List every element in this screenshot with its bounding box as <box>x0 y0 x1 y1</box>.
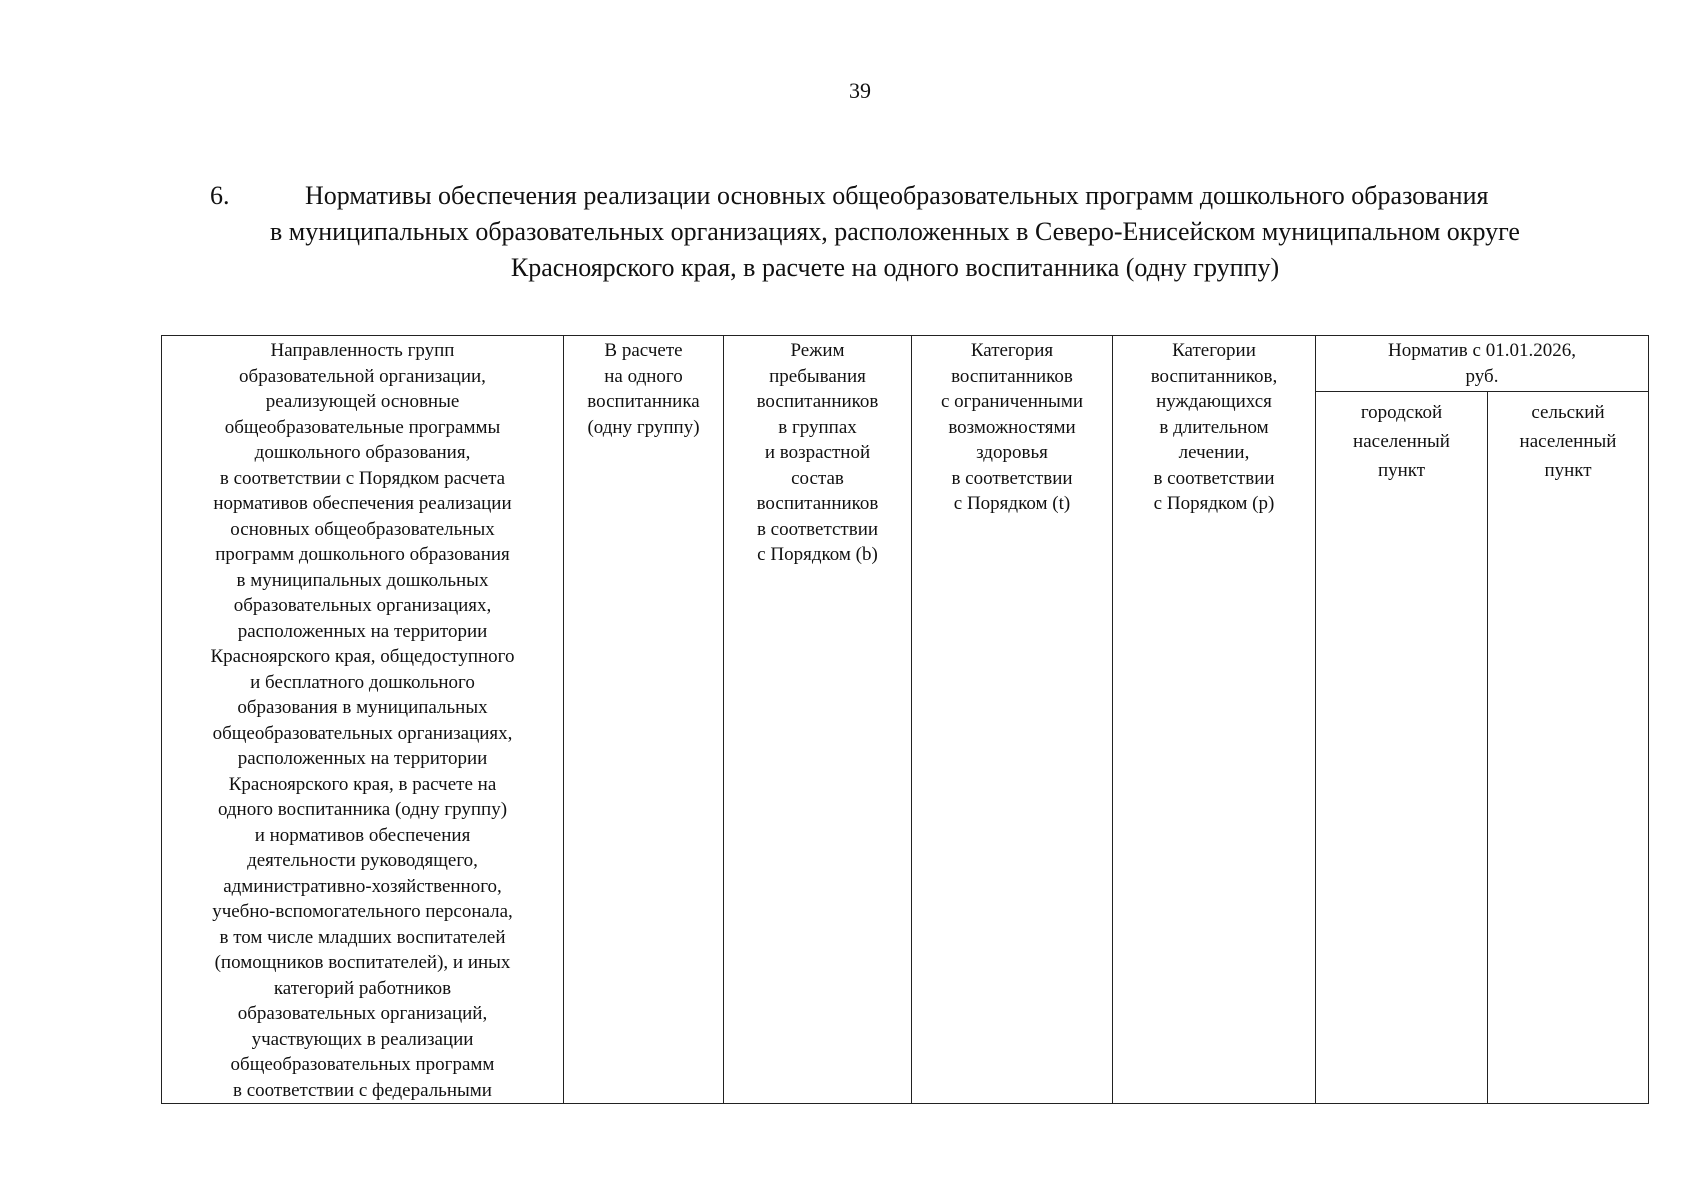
cell-text-line: образовательных организаций, <box>237 1003 488 1024</box>
cell-text-line: дошкольного образования, <box>254 442 471 463</box>
section-heading <box>210 178 1580 286</box>
cell-text-line: деятельности руководящего, <box>247 850 478 871</box>
cell-text-line: пункт <box>1544 460 1592 481</box>
cell-text-line: В расчете <box>604 340 683 361</box>
cell-text-line: в муниципальных дошкольных <box>236 569 489 591</box>
cell-text-line: (одну группу) <box>587 416 700 438</box>
page-number: 39 <box>849 78 871 103</box>
cell-text-line: населенный <box>1519 431 1617 452</box>
heading-line-1 <box>210 178 1580 214</box>
cell-text-line: образовательной организации, <box>239 365 486 387</box>
cell-text-line: в соответствии <box>1153 467 1275 489</box>
cell-text-line: городской <box>1360 402 1443 423</box>
cell-text-line: пребывания <box>769 365 866 387</box>
heading-text-1: Нормативы обеспечения реализации основных общеобразовательных программ дошкольного образования <box>305 181 1489 210</box>
cell-text-line: воспитанников <box>951 365 1073 387</box>
cell-text-line: с Порядком (p) <box>1153 493 1275 514</box>
cell-text-line: воспитанников <box>756 493 879 514</box>
cell-text-line: в соответствии <box>756 518 879 540</box>
cell-text-line: участвующих в реализации <box>251 1028 474 1050</box>
cell-text-line: на одного <box>604 365 683 387</box>
cell-text-line: Категории <box>1172 340 1256 361</box>
cell-text-line: нормативов обеспечения реализации <box>213 493 512 514</box>
cell-text-line: расположенных на территории <box>237 620 488 642</box>
cell-text-line: здоровья <box>976 442 1048 463</box>
cell-text-line: населенный <box>1353 431 1450 452</box>
cell-text-line: Красноярского края, общедоступного <box>210 646 515 667</box>
cell-text-line: Норматив с 01.01.2026, <box>1388 340 1576 361</box>
header-normative <box>1316 336 1649 392</box>
cell-text-line: воспитанников <box>756 391 879 412</box>
cell-text-line: состав <box>791 467 844 489</box>
cell-text-line: нуждающихся <box>1156 391 1272 412</box>
cell-text-line: общеобразовательные программы <box>224 416 501 438</box>
cell-text-line: в группах <box>778 416 857 438</box>
cell-text-line: Красноярского края, в расчете на <box>228 773 497 795</box>
cell-text-line: в соответствии <box>951 467 1073 489</box>
cell-text-line: одного воспитанника (одну группу) <box>217 799 508 820</box>
cell-text-line: в соответствии с Порядком расчета <box>219 467 506 489</box>
cell-text-line: категорий работников <box>273 977 452 999</box>
cell-text-line: образовательных организациях, <box>233 595 492 616</box>
cell-text-line: Категория <box>970 340 1054 361</box>
cell-text-line: сельский <box>1531 402 1605 423</box>
cell-text-line: лечении, <box>1178 442 1250 463</box>
heading-line-3: Красноярского края, в расчете на одного воспитанника (одну группу) <box>510 253 1280 282</box>
cell-text-line: расположенных на территории <box>237 748 488 769</box>
cell-text-line: (помощников воспитателей), и иных <box>214 952 511 973</box>
cell-text-line: с Порядком (b) <box>757 544 878 565</box>
cell-text-line: и возрастной <box>764 442 871 463</box>
heading-line-2: в муниципальных образовательных организациях, расположенных в Северо-Енисейском муниципальном округе <box>270 217 1520 246</box>
cell-text-line: общеобразовательных программ <box>230 1054 495 1075</box>
cell-text-line: административно-хозяйственного, <box>223 875 502 897</box>
cell-text-line: реализующей основные <box>265 391 460 412</box>
cell-text-line: воспитанников, <box>1150 365 1278 387</box>
cell-text-line: учебно-вспомогательного персонала, <box>212 901 513 922</box>
cell-text-line: и нормативов обеспечения <box>254 824 471 846</box>
section-number: 6. <box>210 181 230 210</box>
cell-text-line: и бесплатного дошкольного <box>250 671 475 693</box>
header-group-focus <box>162 336 564 1104</box>
header-urban-settlement <box>1316 392 1488 1104</box>
header-per-pupil <box>564 336 724 1104</box>
cell-text-line: возможностями <box>948 416 1076 438</box>
header-long-treatment-category <box>1113 336 1316 1104</box>
cell-text-line: с Порядком (t) <box>953 493 1071 514</box>
cell-text-line: Режим <box>790 340 845 361</box>
cell-text-line: Направленность групп <box>270 340 455 361</box>
cell-text-line: руб. <box>1465 365 1499 387</box>
cell-text-line: в длительном <box>1159 416 1269 438</box>
cell-text-line: пункт <box>1377 460 1426 481</box>
cell-text-line: в том числе младших воспитателей <box>219 926 506 948</box>
normatives-table <box>161 335 1649 1104</box>
header-stay-mode <box>724 336 912 1104</box>
cell-text-line: общеобразовательных организациях, <box>212 722 513 744</box>
cell-text-line: основных общеобразовательных <box>230 518 495 540</box>
cell-text-line: с ограниченными <box>940 391 1084 412</box>
cell-text-line: в соответствии с федеральными <box>233 1079 492 1101</box>
cell-text-line: программ дошкольного образования <box>215 544 510 565</box>
cell-text-line: образования в муниципальных <box>237 697 488 718</box>
header-disability-category <box>912 336 1113 1104</box>
header-rural-settlement <box>1488 392 1649 1104</box>
cell-text-line: воспитанника <box>587 391 700 412</box>
